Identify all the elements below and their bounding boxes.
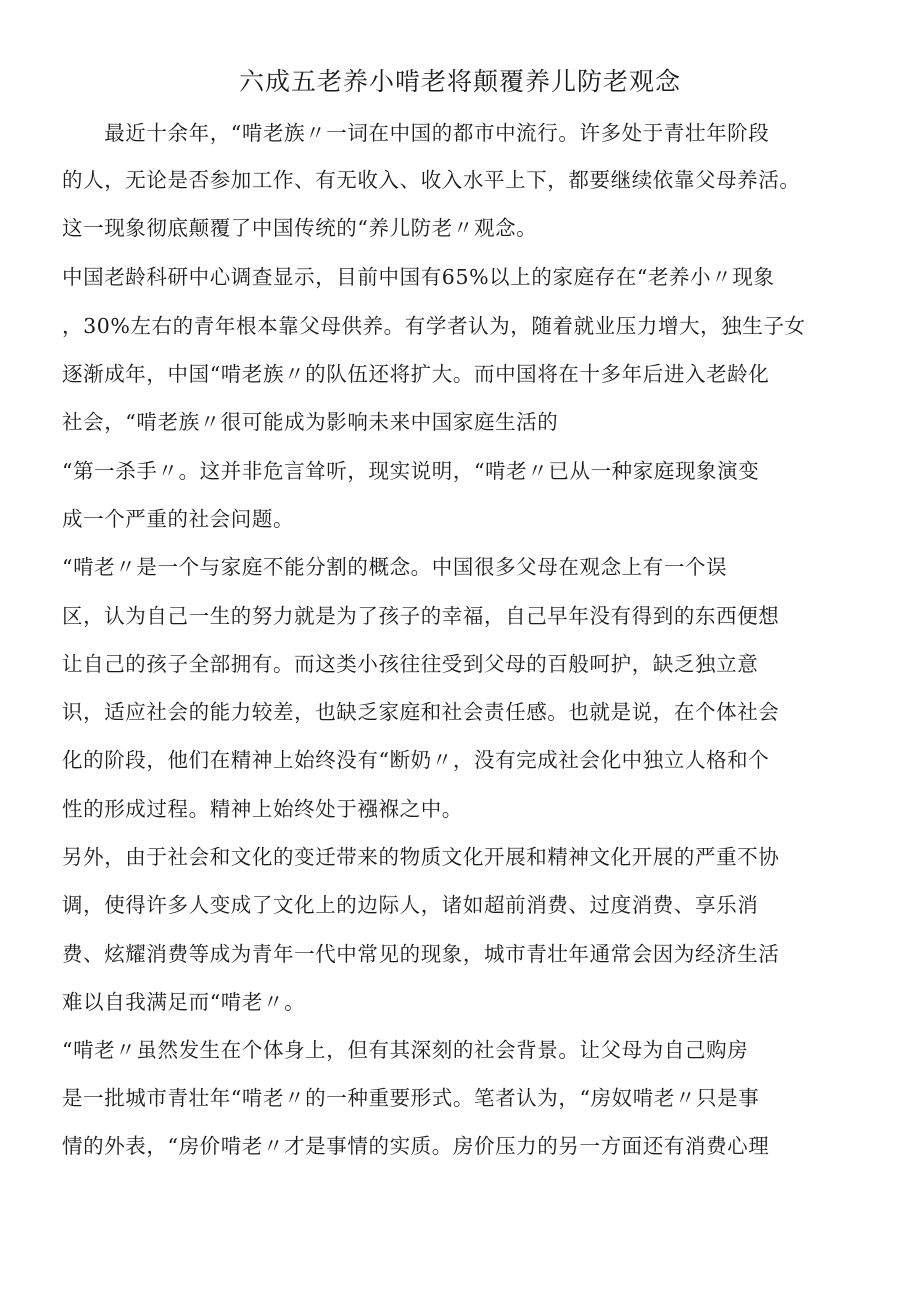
body-line: 难以自我满足而“啃老〃。 bbox=[62, 990, 306, 1014]
body-line: 另外，由于社会和文化的变迁带来的物质文化开展和精神文化开展的严重不协 bbox=[62, 845, 780, 869]
body-line: 调，使得许多人变成了文化上的边际人，诸如超前消费、过度消费、享乐消 bbox=[62, 893, 759, 917]
body-line: 社会，“啃老族〃很可能成为影响未来中国家庭生活的 bbox=[62, 410, 559, 434]
body-line: 最近十余年，“啃老族〃一词在中国的都市中流行。许多处于青壮年阶段 bbox=[62, 121, 770, 145]
body-line: 中国老龄科研中心调查显示，目前中国有65%以上的家庭存在“老养小〃现象 bbox=[62, 265, 775, 289]
body-line: “啃老〃虽然发生在个体身上，但有其深刻的社会背景。让父母为自己购房 bbox=[62, 1038, 749, 1062]
body-line: 费、炫耀消费等成为青年一代中常见的现象，城市青壮年通常会因为经济生活 bbox=[62, 942, 780, 966]
body-line: 性的形成过程。精神上始终处于襁褓之中。 bbox=[62, 797, 463, 821]
body-line: 化的阶段，他们在精神上始终没有“断奶〃，没有完成社会化中独立人格和个 bbox=[62, 748, 770, 772]
body-line: 的人，无论是否参加工作、有无收入、收入水平上下，都要继续依靠父母养活。 bbox=[62, 168, 801, 192]
body-line: 识，适应社会的能力较差，也缺乏家庭和社会责任感。也就是说，在个体社会 bbox=[62, 700, 780, 724]
body-line: 逐渐成年，中国“啃老族〃的队伍还将扩大。而中国将在十多年后进入老龄化 bbox=[62, 362, 770, 386]
body-line: 是一批城市青壮年“啃老〃的一种重要形式。笔者认为，“房奴啃老〃只是事 bbox=[62, 1086, 760, 1110]
body-line: “第一杀手〃。这并非危言耸听，现实说明，“啃老〃已从一种家庭现象演变 bbox=[62, 459, 760, 483]
body-line: 区，认为自己一生的努力就是为了孩子的幸福，自己早年没有得到的东西便想 bbox=[62, 604, 780, 628]
body-line: 让自己的孩子全部拥有。而这类小孩往往受到父母的百般呵护，缺乏独立意 bbox=[62, 652, 759, 676]
body-line: ，30%左右的青年根本靠父母供养。有学者认为，随着就业压力增大，独生子女 bbox=[62, 314, 806, 338]
body-line: 情的外表，“房价啃老〃才是事情的实质。房价压力的另一方面还有消费心理 bbox=[62, 1134, 770, 1158]
body-line: “啃老〃是一个与家庭不能分割的概念。中国很多父母在观念上有一个误 bbox=[62, 555, 728, 579]
body-line: 成一个严重的社会问题。 bbox=[62, 507, 295, 531]
document-title: 六成五老养小啃老将颠覆养儿防老观念 bbox=[238, 67, 681, 96]
body-line: 这一现象彻底颠覆了中国传统的“养儿防老〃观念。 bbox=[62, 216, 538, 240]
